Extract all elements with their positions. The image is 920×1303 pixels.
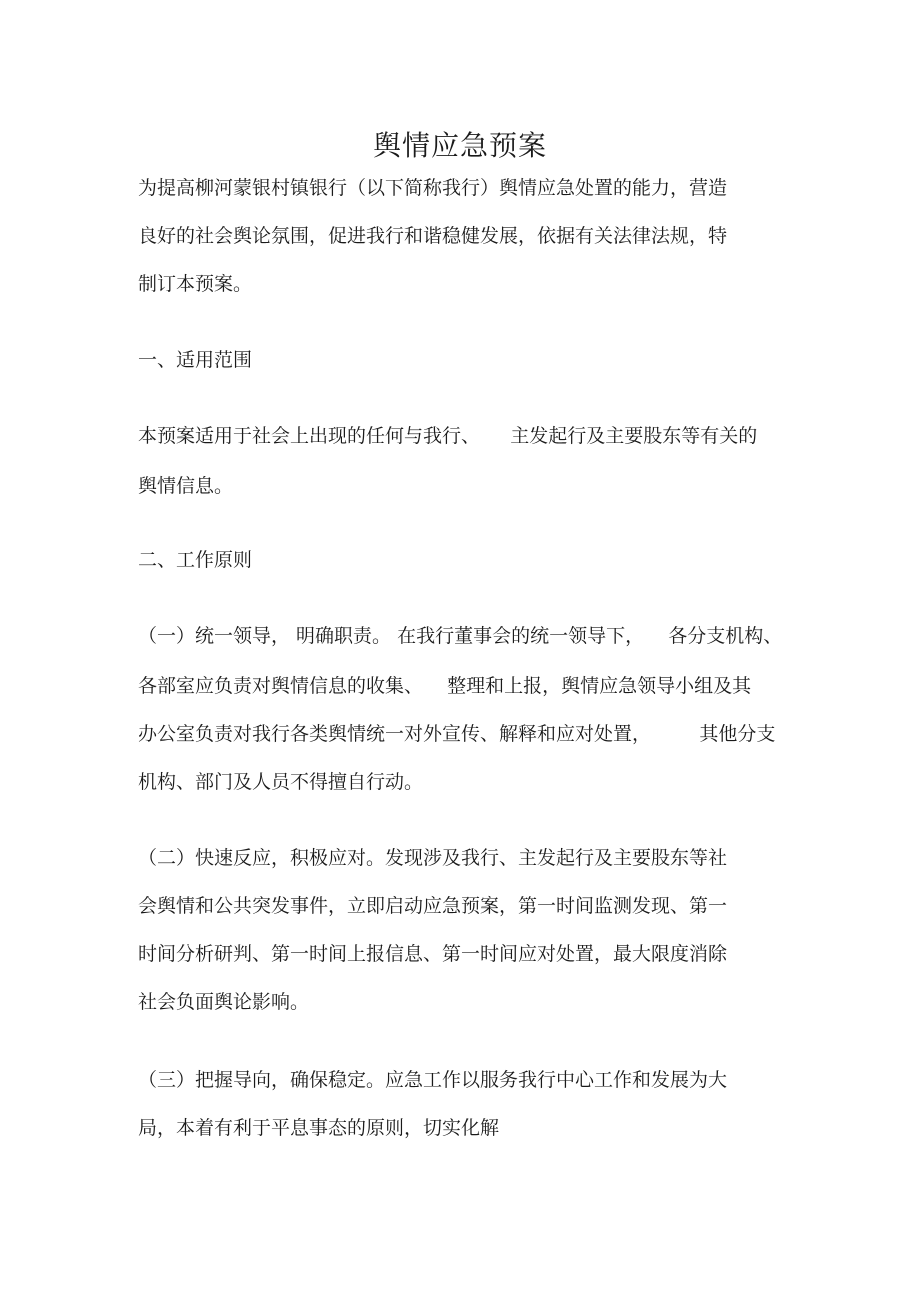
principle-2-line-2: 会舆情和公共突发事件，立即启动应急预案，第一时间监测发现、第一 xyxy=(138,895,728,917)
principle-3-line-2: 局，本着有利于平息事态的原则，切实化解 xyxy=(138,1117,500,1139)
principle-1-line-3: 办公室负责对我行各类舆情统一对外宣传、解释和应对处置， 其他分支 xyxy=(138,723,776,745)
principle-2-line-3: 时间分析研判、第一时间上报信息、第一时间应对处置，最大限度消除 xyxy=(138,943,728,965)
principle-1-line-4: 机构、部门及人员不得擅自行动。 xyxy=(138,771,424,793)
principle-2-line-4: 社会负面舆论影响。 xyxy=(138,991,310,1013)
section1-line-2: 舆情信息。 xyxy=(138,475,234,497)
section1-heading: 一、适用范围 xyxy=(138,349,253,371)
intro-line-1: 为提高柳河蒙银村镇银行（以下简称我行）舆情应急处置的能力，营造 xyxy=(138,177,728,199)
principle-1-line-2: 各部室应负责对舆情信息的收集、 整理和上报，舆情应急领导小组及其 xyxy=(138,675,752,697)
principle-3-line-1: （三）把握导向，确保稳定。应急工作以服务我行中心工作和发展为大 xyxy=(138,1069,728,1091)
intro-line-2: 良好的社会舆论氛围，促进我行和谐稳健发展，依据有关法律法规，特 xyxy=(138,225,728,247)
section1-line-1: 本预案适用于社会上出现的任何与我行、 主发起行及主要股东等有关的 xyxy=(138,425,758,447)
intro-line-3: 制订本预案。 xyxy=(138,273,253,295)
document-title: 舆情应急预案 xyxy=(372,129,547,162)
principle-1-line-1: （一）统一领导， 明确职责。 在我行董事会的统一领导下， 各分支机构、 xyxy=(138,625,783,647)
principle-2-line-1: （二）快速反应，积极应对。发现涉及我行、主发起行及主要股东等社 xyxy=(138,847,728,869)
section2-heading: 二、工作原则 xyxy=(138,549,253,571)
